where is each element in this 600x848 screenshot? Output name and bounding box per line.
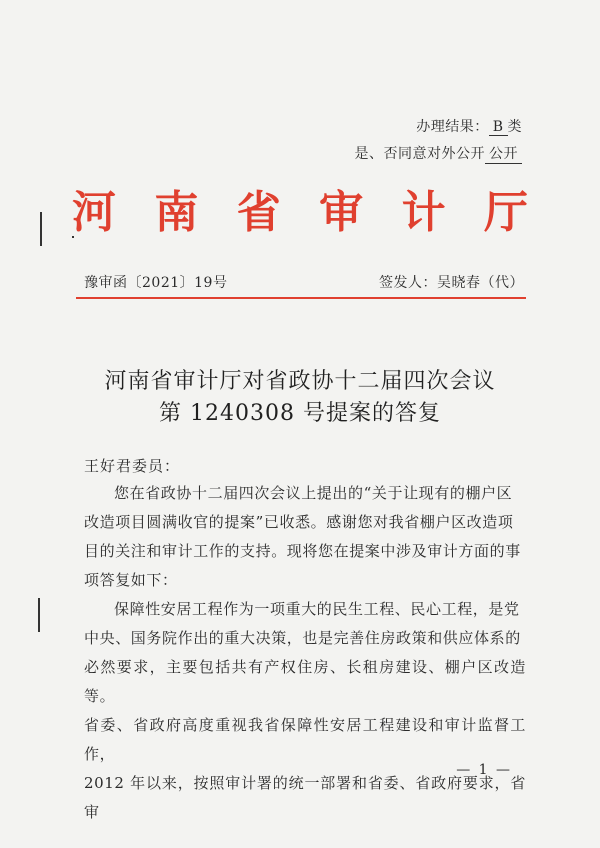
paragraph-line: 您在省政协十二届四次会议上提出的“关于让现有的棚户区 — [114, 484, 513, 502]
paragraph-line: 保障性安居工程作为一项重大的民生工程、民心工程，是党 — [114, 600, 520, 618]
paragraph-2 — [84, 595, 526, 827]
page-number: — 1 — — [456, 762, 512, 778]
salutation: 王好君委员： — [84, 457, 181, 475]
document-number: 豫审函〔2021〕19号 — [84, 275, 228, 291]
handling-result — [416, 116, 522, 136]
paragraph-line: 目的关注和审计工作的支持。现将您在提案中涉及审计方面的事 — [84, 542, 521, 560]
masthead-char: 省 — [236, 187, 281, 238]
disclosure-consent — [355, 143, 523, 164]
paragraph-line: 改造项目圆满收官的提案”已收悉。感谢您对我省棚户区改造项 — [84, 513, 514, 531]
paragraph-line: 必然要求，主要包括共有产权住房、长租房建设、棚户区改造等。 — [84, 658, 526, 705]
scan-mark — [40, 212, 42, 246]
paragraph-line: 2012 年以来，按照审计署的统一部署和省委、省政府要求，省审 — [84, 774, 526, 821]
signer: 签发人：吴晓春（代） — [379, 275, 524, 291]
red-divider — [76, 297, 526, 299]
scan-mark — [38, 598, 40, 632]
disclosure-value: 公开 — [485, 143, 522, 164]
title-line-2: 第 1240308 号提案的答复 — [159, 401, 441, 426]
title-line-1: 河南省审计厅对省政协十二届四次会议 — [104, 369, 496, 394]
masthead — [72, 176, 528, 240]
paragraph-line: 省委、省政府高度重视我省保障性安居工程建设和审计监督工作， — [84, 716, 526, 763]
handling-result-suffix: 类 — [507, 119, 522, 135]
handling-result-value: B — [489, 119, 508, 136]
paragraph-line: 项答复如下： — [84, 571, 178, 589]
masthead-char: 审 — [319, 187, 364, 238]
masthead-char: 厅 — [483, 187, 528, 238]
masthead-char: 河 — [72, 187, 116, 238]
disclosure-label: 是、否同意对外公开 — [354, 146, 485, 162]
handling-result-label: 办理结果： — [416, 119, 489, 135]
paragraph-1 — [84, 479, 526, 595]
paragraph-line: 中央、国务院作出的重大决策，也是完善住房政策和供应体系的 — [84, 629, 521, 647]
masthead-char: 计 — [401, 187, 446, 238]
masthead-char: 南 — [154, 187, 199, 238]
